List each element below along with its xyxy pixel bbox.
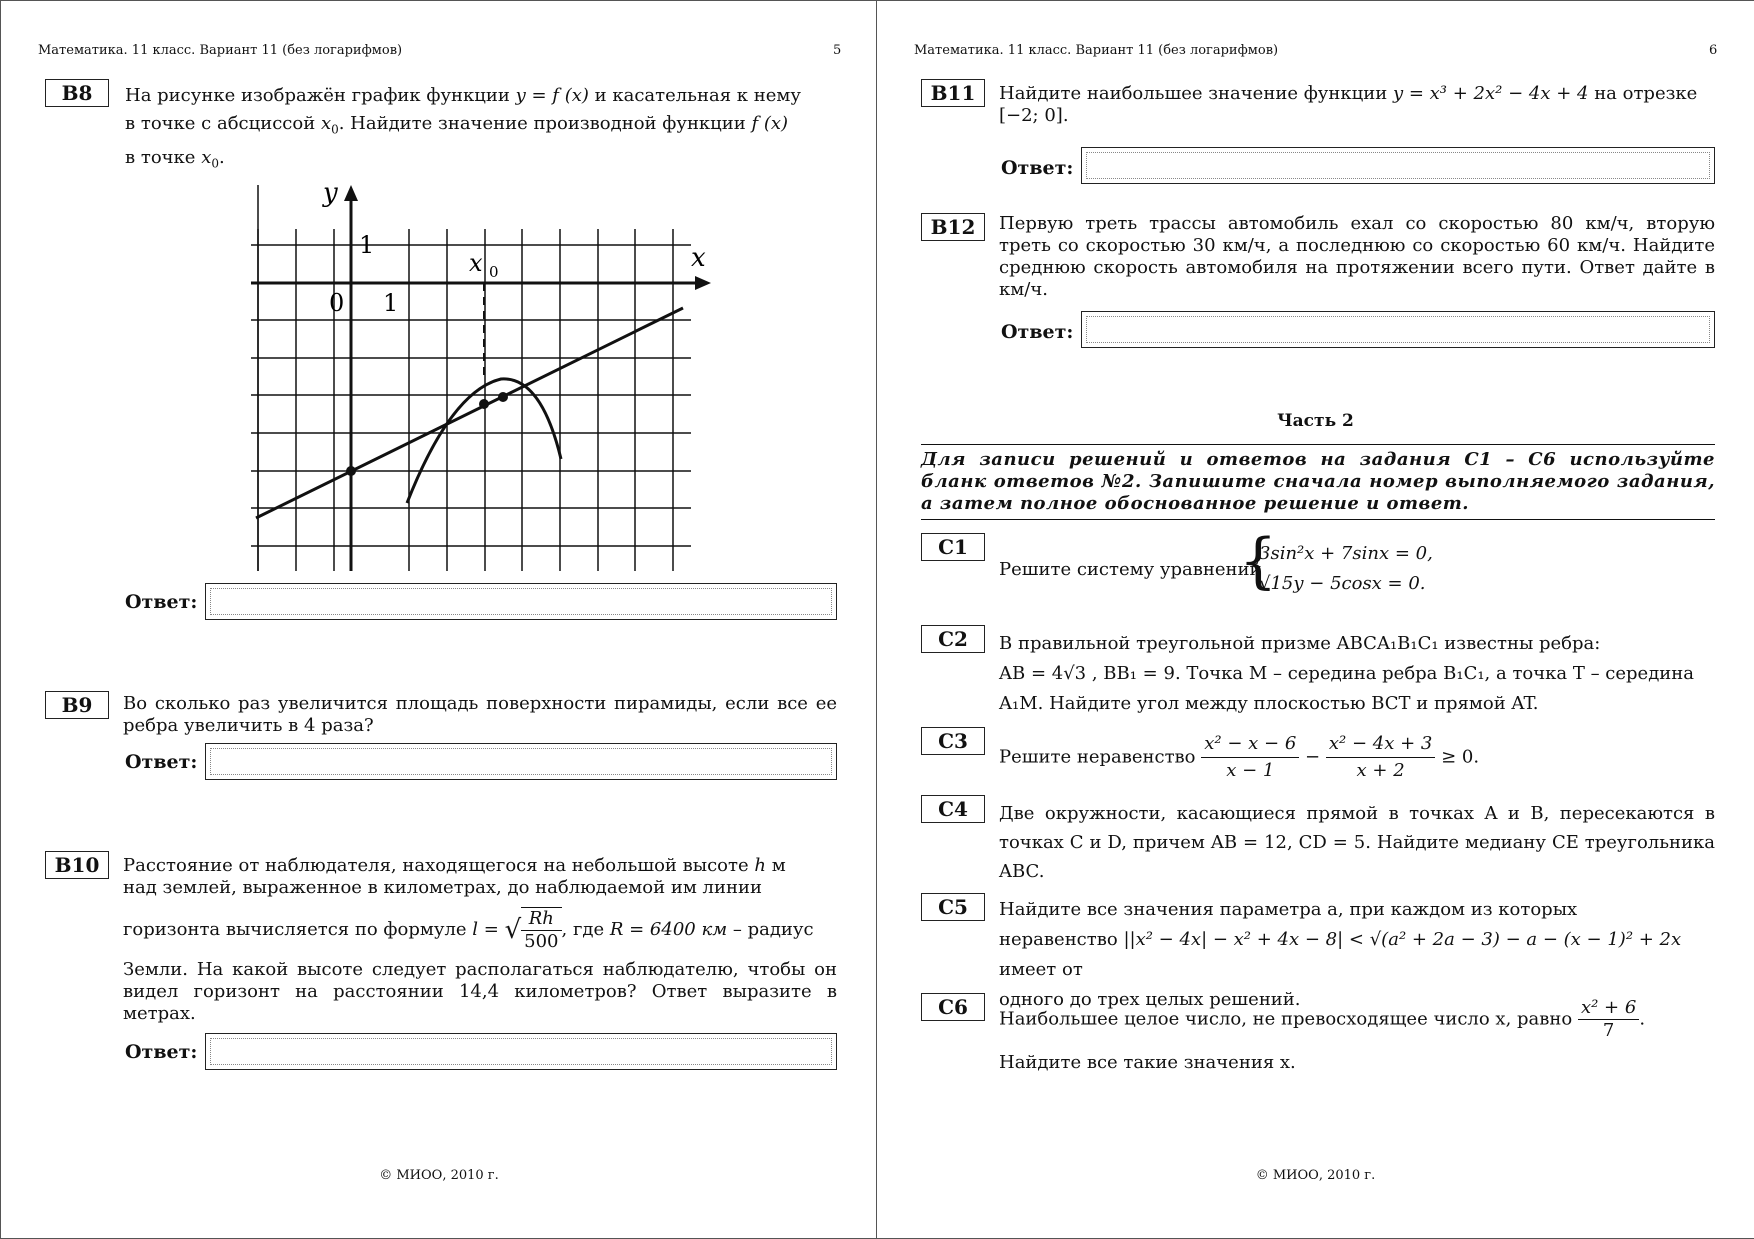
answer-box-b12[interactable] — [1081, 311, 1715, 348]
task-label-c1: C1 — [921, 533, 985, 561]
task-label-c3: C3 — [921, 727, 985, 755]
task-label-c6: C6 — [921, 993, 985, 1021]
c2-text: В правильной треугольной призме ABCA₁B₁C₁ известны ребра: AB = 4√3 , BB₁ = 9. Точка M – середина ребра B₁C₁, а точка T – середина A₁M. Найдите угол между плоскостью BCT и прямой AT. — [999, 633, 1695, 714]
task-label-b12: B12 — [921, 213, 985, 241]
answer-label-b8: Ответ: — [125, 591, 198, 613]
b12-text: Первую треть трассы автомобиль ехал со скоростью 80 км/ч, вторую треть со скоростью 30 км/ч, а последнюю со скоростью 60 км/ч. Найдите среднюю скорость автомобиля на протяжении всего пути. Ответ дайте в км/ч. — [999, 213, 1715, 300]
page-header: Математика. 11 класс. Вариант 11 (без логарифмов) — [38, 43, 403, 58]
x-tick-one: 1 — [383, 289, 399, 317]
divider — [921, 444, 1715, 445]
y-axis-arrow — [344, 185, 358, 201]
function-graph — [251, 181, 721, 581]
c1-equations: 3sin²x + 7sinx = 0, √15y − 5cosx = 0. — [1259, 543, 1433, 594]
tangency-point — [479, 399, 489, 409]
page-number: 6 — [1709, 43, 1718, 58]
origin-label: 0 — [329, 289, 345, 317]
y-axis-label: y — [323, 181, 338, 208]
page-footer: © МИОО, 2010 г. — [379, 1168, 499, 1183]
task-label-b8: B8 — [45, 79, 109, 107]
answer-label-b9: Ответ: — [125, 751, 198, 773]
task-label-c2: C2 — [921, 625, 985, 653]
b9-text: Во сколько раз увеличится площадь поверхности пирамиды, если все ее ребра увеличить в 4 раза? — [123, 693, 837, 736]
c6-text: Наибольшее целое число, не превосходящее число x, равно $\frac{\text{x² + 6}}{7}$ . Найдите все такие значения x. — [999, 997, 1646, 1073]
c1-text: Решите систему уравнений — [999, 559, 1262, 580]
c4-text: Две окружности, касающиеся прямой в точках A и B, пересекаются в точках C и D, причем AB = 12, CD = 5. Найдите медиану CE треугольника ABC. — [999, 803, 1715, 882]
b11-text: Найдите наибольшее значение функции y = x³ + 2x² − 4x + 4 на отрезке [−2; 0]. — [999, 83, 1698, 126]
answer-label-b10: Ответ: — [125, 1041, 198, 1063]
c5-text: Найдите все значения параметра a, при каждом из которых неравенство ||x² − 4x| − x² + 4x − 8| < √(a² + 2a − 3) − a − (x − 1)² + 2x имеет от одного до трех целых решений. — [999, 899, 1682, 1010]
answer-box-b10[interactable] — [205, 1033, 837, 1070]
divider — [921, 519, 1715, 520]
function-curve — [407, 379, 561, 503]
right-page — [876, 0, 1754, 1239]
tangent-y-intercept-point — [346, 466, 356, 476]
x0-subscript: 0 — [489, 263, 499, 281]
page-number: 5 — [833, 43, 842, 58]
task-label-b9: B9 — [45, 691, 109, 719]
task-label-b11: B11 — [921, 79, 985, 107]
task-label-c5: C5 — [921, 893, 985, 921]
curve-peak-point — [498, 392, 508, 402]
x-axis-arrow — [695, 276, 711, 290]
part2-title: Часть 2 — [1277, 411, 1354, 431]
answer-label-b12: Ответ: — [1001, 321, 1074, 343]
b8-text: На рисунке изображён график функции y = f (x) и касательная к нему в точке с абсциссой $x_0$. Найдите значение производной функции f (x) в точке $x_0$. — [125, 85, 802, 171]
answer-label-b11: Ответ: — [1001, 157, 1074, 179]
answer-box-b9[interactable] — [205, 743, 837, 780]
answer-box-b11[interactable] — [1081, 147, 1715, 184]
y-tick-one: 1 — [359, 231, 375, 259]
page-header: Математика. 11 класс. Вариант 11 (без логарифмов) — [914, 43, 1279, 58]
task-label-c4: C4 — [921, 795, 985, 823]
b10-text: Расстояние от наблюдателя, находящегося на небольшой высоте h м над землей, выраженное в километрах, до наблюдаемой им линии горизонта вычисляется по формуле l = √ $\frac{Rh}{500}$ , где R = 6400 км – радиус Земли. На какой высоте следует располагаться наблюдателю, чтобы он видел горизонт на расстоянии 14,4 километров? Ответ выразите в метрах. — [123, 855, 837, 1024]
c3-text: Решите неравенство $\frac{\text{x² − x − 6}}{x - 1}$ − $\frac{\text{x² − 4x + 3}}{x + 2}$ ≥ 0. — [999, 733, 1480, 781]
system-brace: { — [1239, 526, 1278, 596]
task-label-b10: B10 — [45, 851, 109, 879]
x-axis-label: x — [691, 243, 706, 273]
part2-instructions: Для записи решений и ответов на задания С1 – С6 используйте бланк ответов №2. Запишите сначала номер выполняемого задания, а затем полное обоснованное решение и ответ. — [921, 449, 1715, 514]
x0-label: x — [469, 249, 483, 277]
tangent-line — [256, 308, 683, 518]
page-footer: © МИОО, 2010 г. — [1255, 1168, 1376, 1183]
answer-box-b8[interactable] — [205, 583, 837, 620]
